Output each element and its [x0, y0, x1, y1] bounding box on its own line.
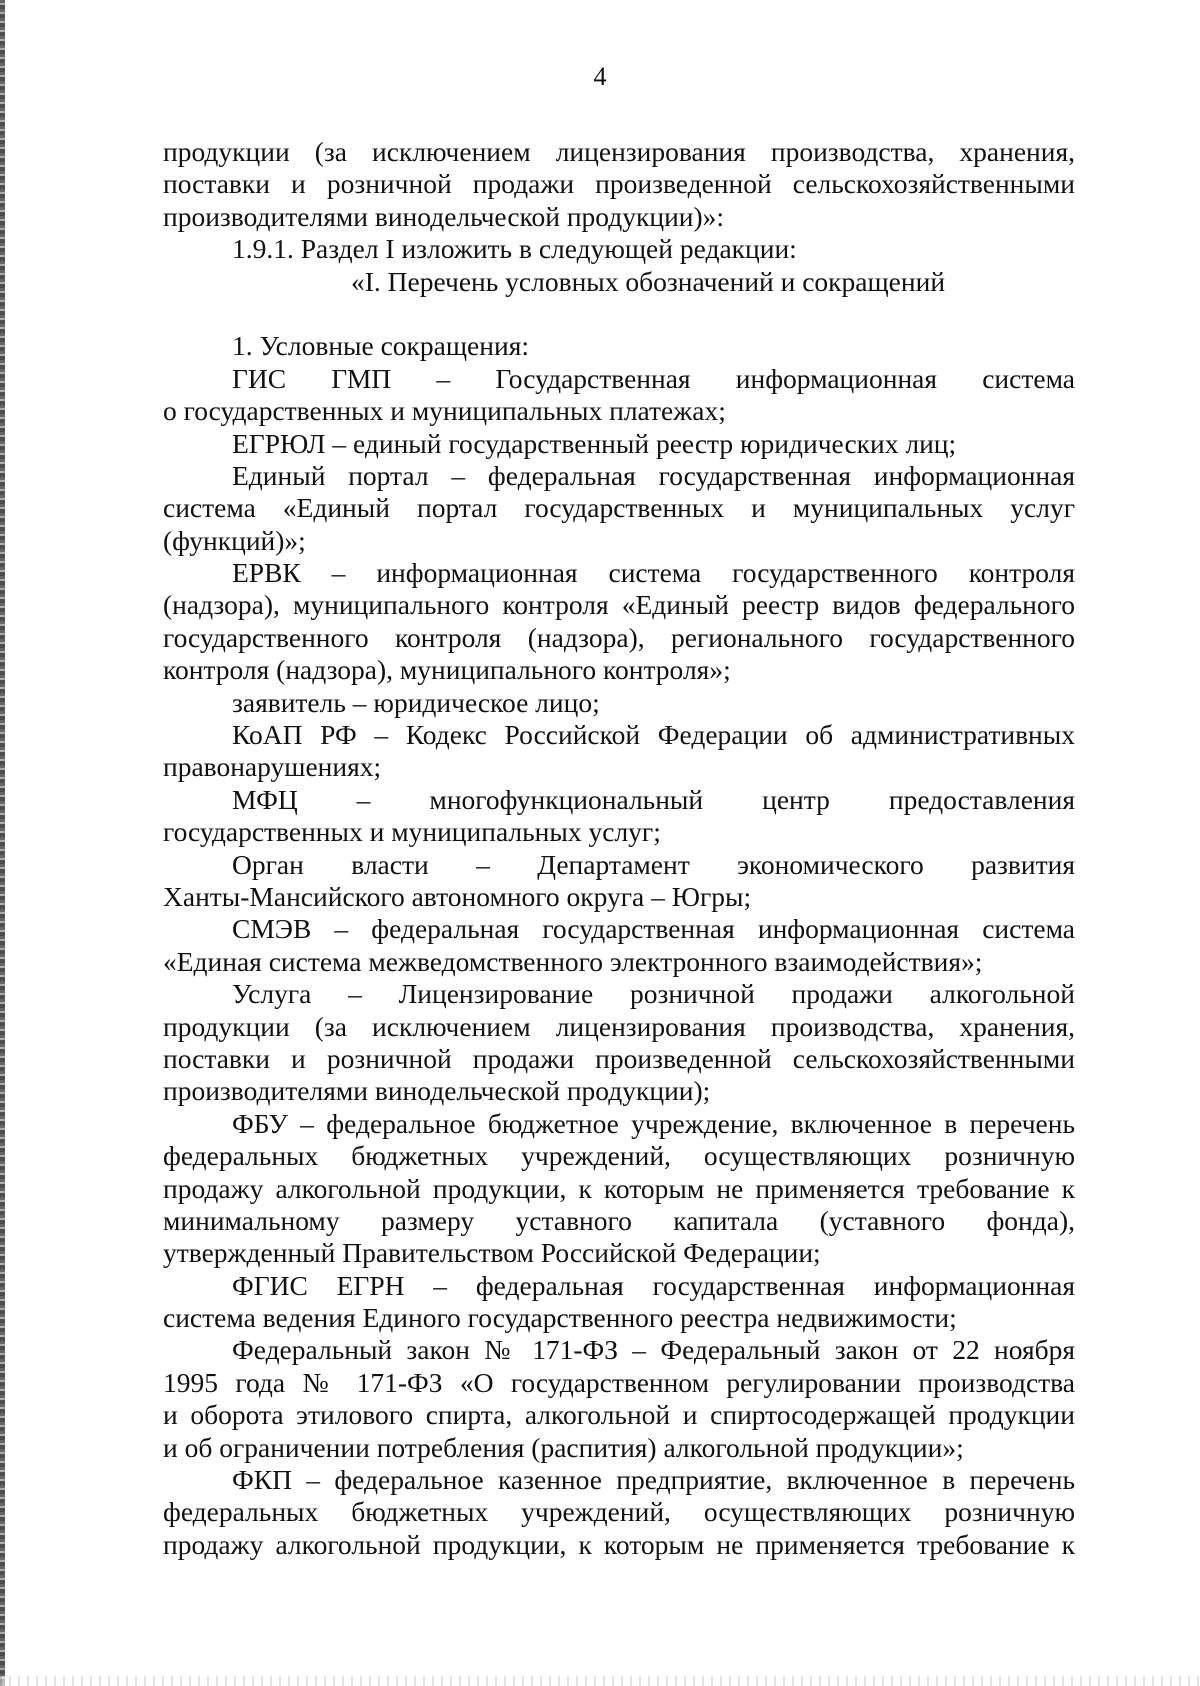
scan-bottom-artifact	[0, 1676, 1200, 1686]
text-line: федеральных бюджетных учреждений, осуществляющих розничную	[163, 1496, 1075, 1528]
text-line: ЕРВК – информационная система государственного контроля	[232, 557, 1075, 589]
text-line: государственного контроля (надзора), регионального государственного	[163, 621, 1075, 653]
text-line: КоАП РФ – Кодекс Российской Федерации об административных	[232, 719, 1075, 751]
text-line: ФКП – федеральное казенное предприятие, включенное в перечень	[232, 1464, 1075, 1496]
text-line: и оборота этилового спирта, алкогольной и спиртосодержащей продукции	[163, 1399, 1075, 1431]
text-line: Услуга – Лицензирование розничной продажи алкогольной	[232, 978, 1075, 1010]
text-line: производителями винодельческой продукции);	[163, 1075, 711, 1107]
text-line: о государственных и муниципальных платежах;	[163, 395, 726, 427]
text-line: ФГИС ЕГРН – федеральная государственная информационная	[232, 1269, 1075, 1301]
text-line: правонарушениях;	[163, 751, 382, 783]
text-line: ЕГРЮЛ – единый государственный реестр юридических лиц;	[232, 427, 957, 459]
text-line: Орган власти – Департамент экономического развития	[232, 848, 1075, 880]
text-line: поставки и розничной продажи произведенной сельскохозяйственными	[163, 1042, 1075, 1074]
text-line: контроля (надзора), муниципального контроля»;	[163, 654, 731, 686]
text-line: государственных и муниципальных услуг;	[163, 816, 661, 848]
text-line: СМЭВ – федеральная государственная информационная система	[232, 913, 1075, 945]
text-line: Ханты-Мансийского автономного округа – Югры;	[163, 880, 752, 912]
page-number: 4	[593, 62, 607, 91]
text-line: Федеральный закон № 171-ФЗ – Федеральный закон от 22 ноября	[232, 1334, 1075, 1366]
text-line: система ведения Единого государственного реестра недвижимости;	[163, 1302, 957, 1334]
text-line: система «Единый портал государственных и муниципальных услуг	[163, 492, 1075, 524]
text-line: продажу алкогольной продукции, к которым не применяется требование к	[163, 1172, 1075, 1204]
text-line: продукции (за исключением лицензирования производства, хранения,	[163, 136, 1075, 167]
text-line: ФБУ – федеральное бюджетное учреждение, включенное в перечень	[232, 1107, 1075, 1139]
text-line: поставки и розничной продажи произведенной сельскохозяйственными	[163, 168, 1075, 200]
text-line: (функций)»;	[163, 524, 306, 556]
text-line: производителями винодельческой продукции)»:	[163, 200, 725, 232]
text-line: 1.9.1. Раздел I изложить в следующей редакции:	[232, 233, 797, 265]
text-line: 1. Условные сокращения:	[232, 330, 529, 362]
scan-edge-artifact	[0, 0, 5, 1686]
text-line: утвержденный Правительством Российской Федерации;	[163, 1237, 821, 1269]
text-line: МФЦ – многофункциональный центр предоставления	[232, 783, 1075, 815]
text-line: федеральных бюджетных учреждений, осуществляющих розничную	[163, 1140, 1075, 1172]
text-line: продажу алкогольной продукции, к которым не применяется требование к	[163, 1528, 1075, 1560]
document-body	[163, 136, 1075, 1561]
text-line: заявитель – юридическое лицо;	[232, 686, 600, 718]
text-line: 1995 года № 171-ФЗ «О государственном регулировании производства	[163, 1366, 1075, 1398]
text-line: минимальному размеру уставного капитала (уставного фонда),	[163, 1204, 1075, 1236]
text-line: (надзора), муниципального контроля «Единый реестр видов федерального	[163, 589, 1075, 621]
section-heading: «I. Перечень условных обозначений и сокращений	[351, 265, 946, 297]
text-line: ГИС ГМП – Государственная информационная система	[232, 362, 1075, 394]
text-line: продукции (за исключением лицензирования производства, хранения,	[163, 1010, 1075, 1042]
text-line: Единый портал – федеральная государственная информационная	[232, 459, 1075, 491]
blank-line	[163, 298, 1075, 330]
text-line: и об ограничении потребления (распития) алкогольной продукции»;	[163, 1431, 964, 1463]
text-line: «Единая система межведомственного электронного взаимодействия»;	[163, 945, 983, 977]
